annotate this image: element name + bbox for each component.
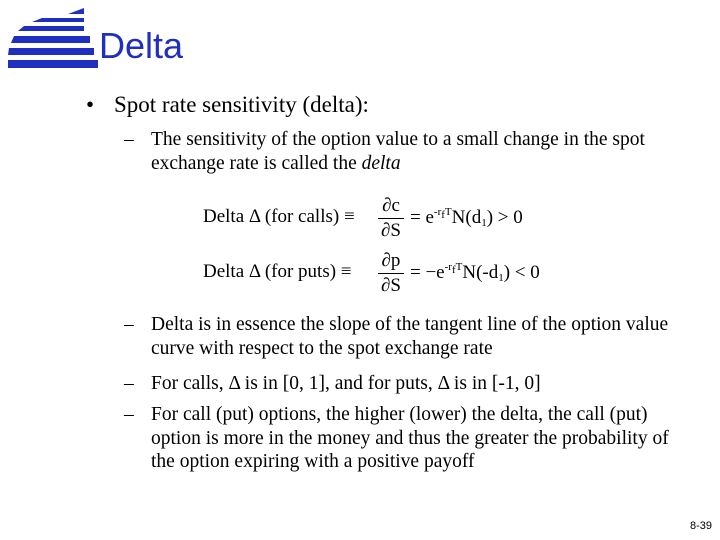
rhs-exponent: -rfT (444, 261, 463, 276)
rhs-subscript: 1 (481, 217, 487, 229)
bullet-glyph: • (86, 92, 95, 117)
dash-glyph: – (124, 129, 134, 150)
slope-text: Delta is in essence the slope of the tangent line of the option value curve with respect to the spot exchange rate (151, 314, 669, 359)
equation-calls-fraction (378, 195, 404, 242)
slide-number: 8-39 (689, 520, 712, 532)
equation-calls-numerator: ∂c (382, 195, 400, 216)
equation-puts-rhs (410, 261, 540, 284)
rhs-normal-cdf: N(-d (462, 262, 499, 283)
moneyness-text: For call (put) options, the higher (lower) the delta, the call (put) option is more in the money and thus the greater the probability of the option expiring with a positive payoff (151, 404, 669, 472)
dash-glyph: – (124, 373, 134, 394)
rhs-exp-base: = e (410, 207, 434, 228)
dash-glyph: – (124, 314, 134, 335)
dash-glyph: – (124, 404, 134, 425)
main-bullet-text: Spot rate sensitivity (delta): (114, 92, 369, 117)
rhs-exponent: -rfT (433, 206, 452, 221)
fraction-bar (378, 273, 404, 274)
slide-title: Delta (99, 25, 184, 66)
range-text: For calls, Δ is in [0, 1], and for puts, Δ is in [-1, 0] (151, 373, 541, 394)
main-bullet (86, 91, 369, 119)
rhs-inequality: ) > 0 (486, 207, 523, 228)
equation-puts-denominator: ∂S (381, 275, 401, 296)
equation-puts-numerator: ∂p (381, 250, 401, 271)
definition-text: The sensitivity of the option value to a small change in the spot exchange rate is called the (151, 129, 645, 174)
equation-puts-fraction (378, 250, 404, 297)
equation-calls-denominator: ∂S (381, 220, 401, 241)
equation-calls-lhs: Delta Δ (for calls) ≡ (203, 206, 355, 227)
equation-calls-rhs (410, 206, 523, 229)
definition-emphasis: delta (361, 152, 401, 174)
rhs-exp-base: = −e (410, 262, 445, 283)
rhs-normal-cdf: N(d (451, 207, 482, 228)
rhs-inequality: ) < 0 (503, 262, 540, 283)
fraction-bar (378, 218, 404, 219)
logo-stripes-icon (6, 8, 106, 70)
equation-puts-lhs: Delta Δ (for puts) ≡ (203, 261, 352, 282)
rhs-subscript: 1 (498, 272, 504, 284)
